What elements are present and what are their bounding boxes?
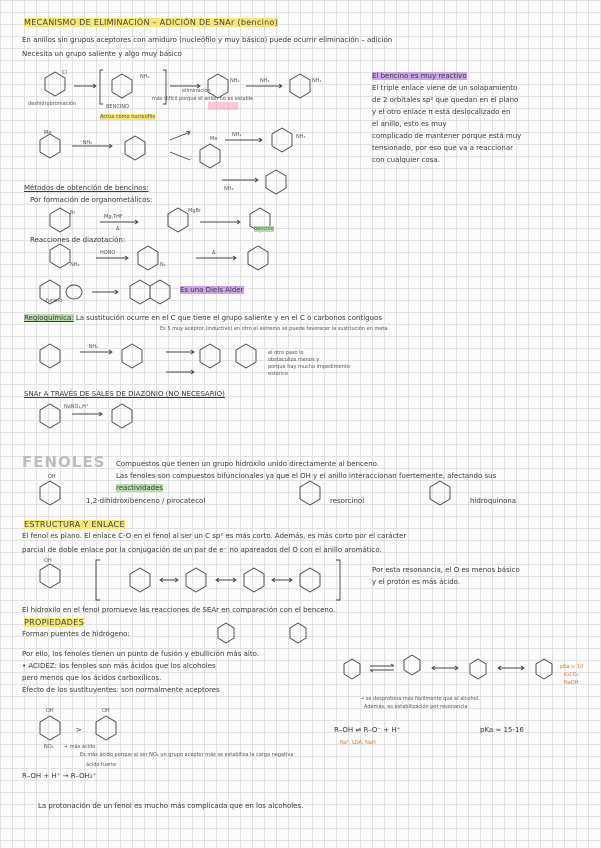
benzene-ring xyxy=(186,568,206,592)
benzyne-note-3: y el otro enlace π está deslocalizado en xyxy=(372,108,511,116)
me-label: Me xyxy=(44,130,52,136)
benzyne-note-7: con cualquier cosa. xyxy=(372,156,440,164)
acid-note-1: Además, es estabilización por resonancia xyxy=(364,704,468,710)
benzene-ring xyxy=(40,481,60,505)
mas-dificil-label: más difícil porque el anión no es estable xyxy=(152,96,254,102)
nh2-label-7: NH₂ xyxy=(224,186,234,192)
intro-line-2: Necesita un grupo saliente y algo muy básico xyxy=(22,50,182,58)
benzene-ring xyxy=(125,136,145,160)
pka-left: pKa ≈ 10 xyxy=(560,664,584,670)
estructura-line-1: El fenol es plano. El enlace C-O en el fenol al ser un C sp² es más corto. Además, es más corto por el carácter xyxy=(22,532,407,540)
intro-line-1: En anillos sin grupos aceptores con amiduro (nucleófilo y muy básico) puede ocurrir eliminación – adición xyxy=(22,36,393,44)
benzyne-note-0: El bencino es muy reactivo xyxy=(372,72,467,80)
n2-label: N₂ xyxy=(160,262,166,268)
detection-method-1: Por formación de organometálicos: xyxy=(30,196,153,204)
oh-label-3: OH xyxy=(46,708,54,714)
benzene-ring xyxy=(96,716,116,740)
cl-label: Cl xyxy=(62,70,67,76)
benzene-ring xyxy=(40,344,60,368)
nano2-label: NaNO₂,H⁺ xyxy=(64,404,89,410)
mg-thf-label: Mg,THF xyxy=(104,214,123,220)
pink-highlight xyxy=(208,102,238,110)
regio-text-2: Es 5 muy aceptor (inductivo) en otro el extremo se puede favorecer la sustitución en meta xyxy=(160,326,388,332)
nh2-minus-label: ⁻NH₂ xyxy=(80,140,93,146)
benzene-ring xyxy=(236,344,256,368)
reagents: Na⁰, LDA, NaH xyxy=(340,740,376,746)
benzene-ring xyxy=(50,208,70,232)
benzene-ring xyxy=(112,404,132,428)
detection-method-2: Reacciones de diazotación: xyxy=(30,236,126,244)
benzene-ring xyxy=(122,344,142,368)
br-label: Br xyxy=(70,210,76,216)
nh2-label-3: NH₂ xyxy=(260,78,270,84)
benzene-ring xyxy=(208,74,228,98)
delta-label-2: Δ xyxy=(212,250,216,256)
nitro-gt: > xyxy=(76,726,82,734)
oh-label: OH xyxy=(48,474,56,480)
resorcinol-name: resorcinol xyxy=(330,497,365,505)
benzene-ring xyxy=(290,74,310,98)
propiedades-line-1: Forman puentes de hidrógeno: xyxy=(22,630,130,638)
prop-line-2: pero menos que los ácidos carboxílicos. xyxy=(22,674,162,682)
benzyne-note-6: tensionado, por eso que va a reaccionar xyxy=(372,144,513,152)
resonance-note-0: Por esta resonancia, el O es menos básico xyxy=(372,566,520,574)
benzene-ring xyxy=(40,716,60,740)
benzene-ring xyxy=(218,623,234,643)
benzene-ring xyxy=(40,564,60,588)
fenoles-def-3: reactividades xyxy=(116,484,164,492)
resonance-note-1: y el protón es más ácido. xyxy=(372,578,461,586)
nh2-label: NH₂ xyxy=(140,74,150,80)
amido-label: deshidrobromación xyxy=(28,101,77,107)
benzene-ring xyxy=(130,280,150,304)
prop-line-0: Por ello, los fenoles tienen un punto de fusión y ebullición más alto. xyxy=(22,650,259,658)
benzene-ring xyxy=(536,659,552,679)
benzene-ring xyxy=(344,659,360,679)
benzene-ring xyxy=(248,246,268,270)
benzene-ring xyxy=(40,134,60,158)
oh-label-2: OH xyxy=(44,558,52,564)
prop-line-3: Efecto de los sustituyentes: son normalmente aceptores xyxy=(22,686,220,694)
nh2-minus-label-2: ⁻NH₂ xyxy=(86,344,99,350)
regio-note-0: el otro paso lo xyxy=(268,350,304,356)
benzene-ring xyxy=(404,655,420,675)
benzyne-box-label: bencino xyxy=(254,226,274,232)
fenoles-title: FENOLES xyxy=(22,453,106,471)
benzene-ring xyxy=(50,244,70,268)
prop-line-1: • ACIDEZ: los fenoles son más ácidos que los alcoholes xyxy=(22,662,216,670)
activo-label: Actúa como nucleófilo xyxy=(100,114,156,120)
regio-note-1: obstaculiza menos y xyxy=(268,357,320,363)
benzene-ring xyxy=(138,246,158,270)
regio-title: Regioquímica: La sustitución ocurre en el C que tiene el grupo saliente y en el C o carbonos contiguos xyxy=(24,314,382,322)
regio-note-2: porque hay mucho impedimento xyxy=(268,364,350,370)
benzene-ring xyxy=(130,568,150,592)
fenoles-def-2: Las fenoles son compuestos bifuncionales ya que el OH y el anillo interaccionan fuertemente, afectando sus xyxy=(116,472,497,480)
acid-note-0: → se desprotona más fácilmente que el alcohol. xyxy=(360,696,480,702)
benzyne-note-2: de 2 orbitales sp² que quedan en el plano xyxy=(372,96,519,104)
mgbr-label: MgBr xyxy=(188,208,201,214)
base-1: NaOH xyxy=(564,680,579,686)
hono-label: HONO xyxy=(100,250,116,256)
nh2-label-8: NH₂ xyxy=(70,262,80,268)
benzene-ring xyxy=(40,404,60,428)
pka-right: pKa ≈ 15-16 xyxy=(480,726,524,734)
benzene-ring xyxy=(470,659,486,679)
benzene-ring xyxy=(112,74,132,98)
detection-title: Métodos de obtención de bencinos: xyxy=(24,184,149,192)
nh2-label-4: NH₂ xyxy=(312,78,322,84)
benzene-ring xyxy=(430,481,450,505)
mas-acido: + más ácido xyxy=(64,744,96,750)
benzyne-note-1: El triple enlace viene de un solapamiento xyxy=(372,84,518,92)
benzyne-note-4: el anillo, esto es muy xyxy=(372,120,447,128)
nitro-note: Es más ácido porque al ser NO₂ un grupo aceptor más se estabiliza la carga negativa xyxy=(80,752,294,758)
benzene-ring xyxy=(300,481,320,505)
catechol-name: 1,2-dihidroxibenceno / pirocatecol xyxy=(86,497,206,505)
no2-label: NO₂ xyxy=(44,744,54,750)
final-line: La protonación de un fenol es mucho más complicada que en los alcoholes. xyxy=(38,802,304,810)
propiedades-title: PROPIEDADES xyxy=(24,618,85,627)
benzene-ring xyxy=(168,208,188,232)
benzene-ring xyxy=(200,144,220,168)
oh-label-4: OH xyxy=(102,708,110,714)
bencino-label: BENCINO xyxy=(106,104,129,110)
delta-label: Δ xyxy=(116,226,120,232)
benzene-ring xyxy=(290,623,306,643)
diels-alder-note: Es una Diels Alder xyxy=(180,286,244,294)
diazonio-title: SNAr A TRAVÉS DE SALES DE DIAZONIO (NO NECESARIO) xyxy=(24,390,225,398)
benzene-ring xyxy=(300,568,320,592)
elimination-title: MECANISMO DE ELIMINACIÓN – ADICIÓN DE SNAr (bencino) xyxy=(24,18,279,27)
acido-fuerte: ácido fuerte xyxy=(86,762,117,768)
nh2-label-5: NH₂ xyxy=(232,132,242,138)
benzene-ring xyxy=(244,568,264,592)
hidroxilo-line: El hidroxilo en el fenol promueve las reacciones de SEAr en comparación con el benceno. xyxy=(22,606,336,614)
benzene-ring xyxy=(266,170,286,194)
nh2-label-2: NH₂ xyxy=(230,78,240,84)
equilibrium: R–OH ⇌ R–O⁻ + H⁺ xyxy=(334,726,401,734)
regio-note-3: estérico xyxy=(268,371,288,377)
furano-label: furano xyxy=(46,298,63,304)
eliminacion-label: eliminación xyxy=(182,88,211,94)
benzene-ring xyxy=(200,344,220,368)
protonation: R–OH + H⁺ → R–OH₂⁺ xyxy=(22,772,97,780)
me-label-2: Me xyxy=(210,136,218,142)
nh2-label-6: NH₂ xyxy=(296,134,306,140)
benzene-ring xyxy=(272,128,292,152)
base-0: K₂CO₃ xyxy=(564,672,579,678)
hydroquinone-name: hidroquinona xyxy=(470,497,517,505)
estructura-title: ESTRUCTURA Y ENLACE xyxy=(24,520,125,529)
benzyne-note-5: complicado de mantener porque está muy xyxy=(372,132,522,140)
estructura-line-2: parcial de doble enlace por la conjugación de un par de e⁻ no apareados del O con el anillo aromático. xyxy=(22,546,382,554)
fenoles-def-1: Compuestos que tienen un grupo hidroxilo unido directamente al benceno. xyxy=(116,460,380,468)
